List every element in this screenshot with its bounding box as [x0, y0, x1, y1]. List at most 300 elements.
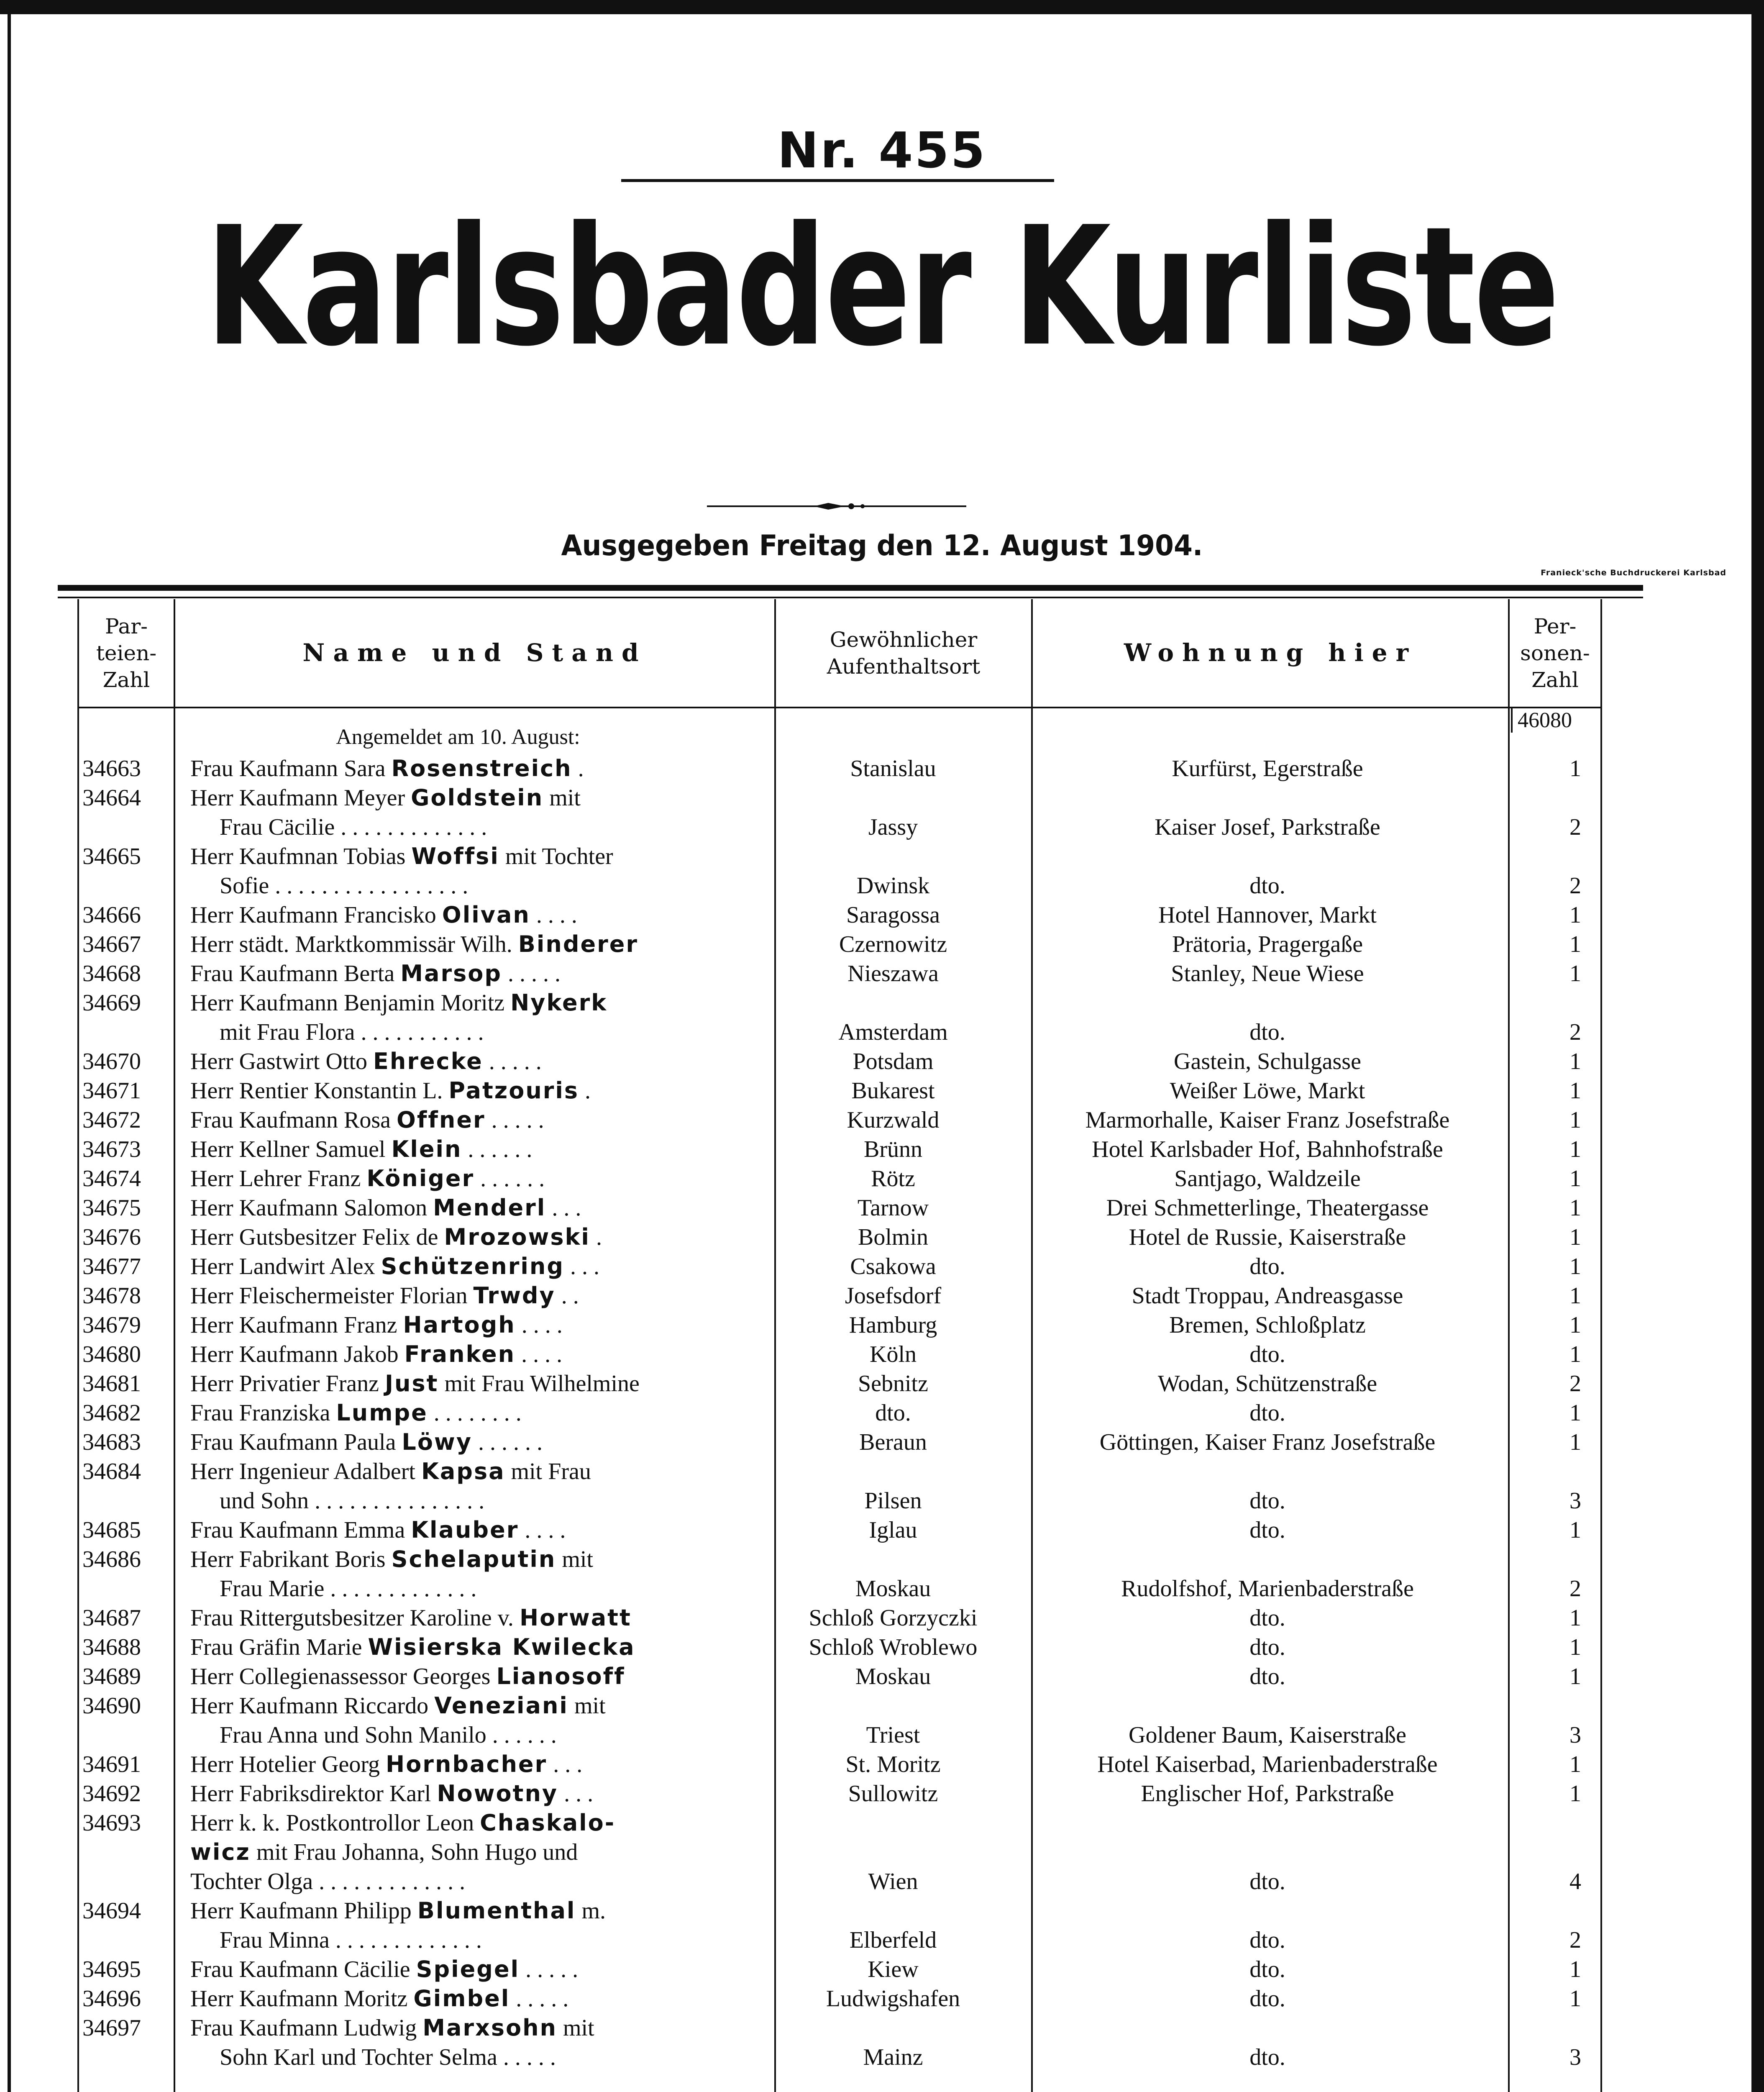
person-count: 3 [1569, 2044, 1581, 2070]
name-prefix: Frau Anna und Sohn Manilo . . . . . . [220, 1722, 557, 1748]
residence: Englischer Hof, Parkstraße [1141, 1781, 1394, 1807]
residence: Weißer Löwe, Markt [1170, 1078, 1365, 1104]
table-row [77, 1193, 1602, 1223]
surname: Nowotny [437, 1780, 558, 1807]
name-suffix: . . . [564, 1254, 599, 1279]
home-town: Triest [866, 1722, 920, 1748]
issue-date: Ausgegeben Freitag den 12. August 1904. [561, 529, 1203, 562]
person-count: 1 [1569, 1664, 1581, 1689]
guest-name-cell [190, 1457, 755, 1486]
name-suffix: . [572, 756, 584, 782]
party-number: 34692 [82, 1781, 141, 1807]
home-town: Kiew [868, 1956, 919, 1982]
name-prefix: Frau Cäcilie . . . . . . . . . . . . . [220, 814, 487, 840]
home-town: dto. [875, 1400, 911, 1426]
guest-name-cell [190, 1486, 784, 1515]
home-town: Köln [870, 1341, 917, 1367]
residence: dto. [1249, 873, 1285, 899]
person-count: 1 [1569, 1956, 1581, 1982]
surname: Hartogh [403, 1312, 516, 1338]
guest-name-cell [190, 1633, 755, 1662]
table-row [77, 842, 1602, 871]
surname: Rosenstreich [391, 755, 572, 782]
surname: Kapsa [421, 1458, 505, 1484]
party-number: 34677 [82, 1254, 141, 1279]
guest-name-cell [190, 1105, 755, 1135]
name-prefix: Herr Gastwirt Otto [190, 1049, 374, 1074]
masthead-title: Karlsbader Kurliste [205, 192, 1559, 382]
guest-name-cell [190, 1515, 755, 1545]
guest-name-cell [190, 1047, 755, 1076]
person-count: 3 [1569, 1722, 1581, 1748]
name-suffix: mit [568, 1693, 606, 1719]
home-town: Kurzwald [847, 1107, 940, 1133]
residence: dto. [1249, 1341, 1285, 1367]
table-row [77, 1223, 1602, 1252]
surname: Offner [397, 1107, 486, 1133]
name-prefix: Sohn Karl und Tochter Selma . . . . . [220, 2044, 556, 2070]
name-prefix: und Sohn . . . . . . . . . . . . . . . [220, 1488, 485, 1514]
table-row [77, 1428, 1602, 1457]
surname: Menderl [433, 1195, 546, 1221]
name-prefix: Frau Kaufmann Cäcilie [190, 1956, 416, 1982]
surname: Gimbel [413, 1985, 510, 2012]
name-prefix: Herr k. k. Postkontrollor Leon [190, 1810, 480, 1836]
name-suffix: . . . [547, 1751, 583, 1777]
guest-name-cell [190, 783, 755, 813]
person-count: 1 [1569, 1751, 1581, 1777]
surname: Marsop [400, 960, 502, 987]
party-number: 34693 [82, 1810, 141, 1836]
carried-total: 46080 [1511, 708, 1605, 733]
header-persons: Per- sonen- Zahl [1520, 614, 1590, 692]
residence: Gastein, Schulgasse [1174, 1049, 1361, 1074]
header-home: Gewöhnlicher Aufenthaltsort [827, 627, 981, 679]
guest-name-cell [190, 988, 755, 1018]
surname: Goldstein [411, 784, 544, 811]
name-prefix: Frau Kaufmann Berta [190, 961, 401, 987]
residence: Santjago, Waldzeile [1174, 1166, 1361, 1192]
name-prefix: Herr Rentier Konstantin L. [190, 1078, 449, 1104]
person-count: 1 [1569, 1341, 1581, 1367]
party-number: 34683 [82, 1429, 141, 1455]
name-prefix: Herr Kaufmann Riccardo [190, 1693, 435, 1719]
party-number: 34664 [82, 785, 141, 811]
person-count: 1 [1569, 1195, 1581, 1221]
guest-name-cell [190, 1281, 755, 1310]
date-heading: Angemeldet am 10. August: [336, 725, 580, 749]
person-count: 1 [1569, 1283, 1581, 1309]
name-suffix: . . . . [519, 1517, 566, 1543]
residence: dto. [1249, 1488, 1285, 1514]
guest-name-cell [190, 1193, 755, 1223]
party-number: 34670 [82, 1049, 141, 1074]
name-suffix: . . . . [515, 1341, 563, 1367]
name-prefix: Herr Kaufmann Salomon [190, 1195, 433, 1221]
party-number: 34695 [82, 1956, 141, 1982]
surname: Marxsohn [422, 2015, 557, 2041]
person-count: 1 [1569, 1986, 1581, 2012]
home-town: Moskau [855, 1664, 931, 1689]
residence: Bremen, Schloßplatz [1169, 1312, 1366, 1338]
table-row [77, 2013, 1602, 2043]
residence: Prätoria, Pragergaße [1172, 931, 1363, 957]
party-number: 34697 [82, 2015, 141, 2041]
home-town: Mainz [863, 2044, 923, 2070]
table-row [77, 1164, 1602, 1193]
person-count: 1 [1569, 1400, 1581, 1426]
person-count: 4 [1569, 1869, 1581, 1895]
table-row [77, 1691, 1602, 1720]
party-number: 34676 [82, 1224, 141, 1250]
home-town: Schloß Wroblewo [809, 1634, 978, 1660]
guest-name-cell [190, 1018, 784, 1047]
name-prefix: Herr städt. Marktkommissär Wilh. [190, 931, 518, 957]
home-town: Ludwigshafen [826, 1986, 960, 2012]
surname: Wisierska Kwilecka [368, 1634, 635, 1660]
table-row [77, 1750, 1602, 1779]
rule-thin [58, 597, 1643, 598]
table-row [77, 2043, 1602, 2072]
guest-name-cell [190, 1984, 755, 2013]
table-row [77, 1603, 1602, 1633]
home-town: Stanislau [850, 756, 936, 782]
home-town: Moskau [855, 1576, 931, 1602]
ornament-divider [707, 500, 966, 513]
name-prefix: Herr Kaufmann Benjamin Moritz [190, 990, 511, 1016]
home-town: Brünn [864, 1136, 922, 1162]
name-suffix: mit Frau [505, 1459, 591, 1484]
name-suffix: mit Frau Wilhelmine [438, 1371, 640, 1397]
name-prefix: Frau Kaufmann Sara [190, 756, 392, 782]
name-suffix: . [579, 1078, 591, 1104]
table-row [77, 1135, 1602, 1164]
name-prefix: Frau Kaufmann Ludwig [190, 2015, 423, 2041]
name-prefix: Herr Kaufmann Philipp [190, 1898, 417, 1924]
name-suffix: . . . [558, 1781, 594, 1807]
scan-border-top [0, 0, 1764, 14]
guest-name-cell [190, 1310, 755, 1340]
surname: Just [384, 1370, 439, 1397]
home-town: Jassy [868, 814, 918, 840]
guest-name-cell [190, 1896, 755, 1925]
table-row [77, 1955, 1602, 1984]
surname: Binderer [518, 931, 638, 957]
residence: dto. [1249, 1517, 1285, 1543]
surname: Woffsi [411, 843, 499, 869]
person-count: 3 [1569, 1488, 1581, 1514]
table-row [77, 1340, 1602, 1369]
header-party-number: Par- teien- Zahl [96, 614, 157, 692]
person-count: 1 [1569, 902, 1581, 928]
party-number: 34686 [82, 1546, 141, 1572]
table-row [77, 1515, 1602, 1545]
name-prefix: Frau Kaufmann Emma [190, 1517, 411, 1543]
guest-list-table [77, 599, 1602, 2092]
name-prefix: Herr Kaufmann Jakob [190, 1341, 405, 1367]
party-number: 34691 [82, 1751, 141, 1777]
person-count: 1 [1569, 1634, 1581, 1660]
party-number: 34668 [82, 961, 141, 987]
table-row [77, 813, 1602, 842]
surname: Blumenthal [417, 1897, 576, 1924]
surname: wicz [190, 1839, 251, 1865]
table-row [77, 1047, 1602, 1076]
person-count: 2 [1569, 1371, 1581, 1397]
issue-underline [621, 179, 1054, 182]
person-count: 1 [1569, 961, 1581, 987]
header-residence: Wohnung hier [1124, 638, 1417, 667]
name-prefix: Herr Kellner Samuel [190, 1136, 392, 1162]
surname: Veneziani [434, 1692, 568, 1719]
person-count: 1 [1569, 1136, 1581, 1162]
table-row [77, 988, 1602, 1018]
home-town: Bukarest [851, 1078, 935, 1104]
table-row [77, 1720, 1602, 1750]
name-suffix: . . . . . . [474, 1166, 545, 1192]
home-town: Wien [868, 1869, 918, 1895]
party-number: 34694 [82, 1898, 141, 1924]
header-rule [77, 707, 1602, 708]
residence: Goldener Baum, Kaiserstraße [1129, 1722, 1406, 1748]
table-row [77, 1779, 1602, 1808]
residence: dto. [1249, 1400, 1285, 1426]
table-row [77, 1457, 1602, 1486]
residence: Stadt Troppau, Andreasgasse [1132, 1283, 1403, 1309]
guest-name-cell [190, 930, 755, 959]
name-suffix: . . . . . . [472, 1429, 543, 1455]
party-number: 34667 [82, 931, 141, 957]
home-town: Saragossa [846, 902, 940, 928]
table-row [77, 1281, 1602, 1310]
home-town: Josefsdorf [845, 1283, 942, 1309]
person-count: 1 [1569, 931, 1581, 957]
home-town: Sebnitz [858, 1371, 928, 1397]
table-row [77, 1018, 1602, 1047]
name-suffix: mit [543, 785, 581, 811]
surname: Ehrecke [373, 1048, 483, 1074]
surname: Franken [404, 1341, 516, 1367]
party-number: 34682 [82, 1400, 141, 1426]
party-number: 34663 [82, 756, 141, 782]
name-suffix: . . . . . . . . [428, 1400, 522, 1426]
name-suffix: mit Frau Johanna, Sohn Hugo und [250, 1839, 578, 1865]
guest-name-cell [190, 1662, 755, 1691]
guest-name-cell [190, 1867, 755, 1896]
surname: Horwatt [519, 1605, 632, 1631]
surname: Schützenring [381, 1253, 564, 1279]
table-row [77, 1808, 1602, 1838]
home-town: Potsdam [853, 1049, 934, 1074]
residence: Stanley, Neue Wiese [1171, 961, 1364, 987]
party-number: 34675 [82, 1195, 141, 1221]
party-number: 34690 [82, 1693, 141, 1719]
home-town: Bolmin [858, 1224, 929, 1250]
name-prefix: Herr Landwirt Alex [190, 1254, 381, 1279]
rule-heavy [58, 585, 1643, 591]
surname: Klein [391, 1136, 462, 1162]
party-number: 34673 [82, 1136, 141, 1162]
guest-name-cell [190, 1223, 755, 1252]
surname: Nykerk [510, 990, 608, 1016]
name-suffix: mit Tochter [499, 843, 613, 869]
guest-name-cell [190, 1164, 755, 1193]
table-row [77, 1310, 1602, 1340]
table-row [77, 930, 1602, 959]
person-count: 1 [1569, 1429, 1581, 1455]
surname: Lianosoff [496, 1663, 625, 1689]
residence: Göttingen, Kaiser Franz Josefstraße [1099, 1429, 1436, 1455]
person-count: 1 [1569, 1254, 1581, 1279]
home-town: Elberfeld [849, 1927, 937, 1953]
name-prefix: Herr Privatier Franz [190, 1371, 385, 1397]
home-town: Csakowa [850, 1254, 936, 1279]
name-suffix: . . . . . [502, 961, 561, 987]
surname: Lumpe [336, 1400, 428, 1426]
home-town: Dwinsk [856, 873, 930, 899]
residence: Hotel Kaiserbad, Marienbaderstraße [1097, 1751, 1438, 1777]
residence: Hotel Hannover, Markt [1158, 902, 1377, 928]
surname: Löwy [402, 1429, 473, 1455]
guest-name-cell [190, 1545, 755, 1574]
person-count: 1 [1569, 1224, 1581, 1250]
table-row [77, 1545, 1602, 1574]
party-number: 34687 [82, 1605, 141, 1631]
home-town: Beraun [859, 1429, 927, 1455]
home-town: Pilsen [864, 1488, 922, 1514]
table-row [77, 1633, 1602, 1662]
surname: Hornbacher [386, 1751, 548, 1777]
home-town: Czernowitz [839, 931, 947, 957]
table-row [77, 1076, 1602, 1105]
guest-name-cell [190, 1603, 755, 1633]
party-number: 34684 [82, 1459, 141, 1484]
name-prefix: Herr Hotelier Georg [190, 1751, 386, 1777]
surname: Patzouris [448, 1077, 579, 1104]
residence: dto. [1249, 1664, 1285, 1689]
surname: Trwdy [473, 1282, 556, 1309]
party-number: 34688 [82, 1634, 141, 1660]
table-row [77, 959, 1602, 988]
residence: dto. [1249, 1254, 1285, 1279]
residence: Hotel Karlsbader Hof, Bahnhofstraße [1092, 1136, 1443, 1162]
residence: dto. [1249, 1869, 1285, 1895]
guest-name-cell [190, 1691, 755, 1720]
guest-name-cell [190, 1369, 755, 1398]
guest-name-cell [190, 1720, 784, 1750]
name-suffix: . . . . [530, 902, 577, 928]
table-row [77, 1105, 1602, 1135]
guest-name-cell [190, 1750, 755, 1779]
name-prefix: Herr Fabrikant Boris [190, 1546, 392, 1572]
guest-name-cell [190, 813, 784, 842]
table-row [77, 1984, 1602, 2013]
surname: Schelaputin [391, 1546, 556, 1572]
person-count: 1 [1569, 1049, 1581, 1074]
party-number: 34671 [82, 1078, 141, 1104]
home-town: Iglau [869, 1517, 917, 1543]
name-prefix: Frau Minna . . . . . . . . . . . . . [220, 1927, 482, 1953]
name-suffix: mit [557, 2015, 594, 2041]
name-prefix: Herr Kaufmann Moritz [190, 1986, 414, 2012]
surname: Klauber [411, 1517, 519, 1543]
home-town: Nieszawa [847, 961, 939, 987]
guest-name-cell [190, 1340, 755, 1369]
name-suffix: . . . . . [483, 1049, 542, 1074]
name-prefix: Frau Kaufmann Paula [190, 1429, 402, 1455]
guest-name-cell [190, 1428, 755, 1457]
guest-name-cell [190, 1925, 784, 1955]
home-town: Tarnow [857, 1195, 929, 1221]
table-row [77, 783, 1602, 813]
name-suffix: m. [576, 1898, 606, 1924]
name-prefix: Herr Fabriksdirektor Karl [190, 1781, 437, 1807]
surname: Olivan [442, 902, 530, 928]
guest-name-cell [190, 1574, 784, 1603]
person-count: 1 [1569, 1605, 1581, 1631]
table-row [77, 1838, 1602, 1867]
home-town: Schloß Gorzyczki [809, 1605, 978, 1631]
name-suffix: mit [556, 1546, 594, 1572]
residence: Hotel de Russie, Kaiserstraße [1129, 1224, 1406, 1250]
name-prefix: Herr Collegienassessor Georges [190, 1664, 497, 1689]
surname: Königer [366, 1165, 475, 1192]
residence: dto. [1249, 1986, 1285, 2012]
person-count: 1 [1569, 1312, 1581, 1338]
table-row [77, 754, 1602, 783]
table-row [77, 1574, 1602, 1603]
home-town: Hamburg [849, 1312, 937, 1338]
guest-name-cell [190, 754, 755, 783]
party-number: 34681 [82, 1371, 141, 1397]
party-number: 34674 [82, 1166, 141, 1192]
name-prefix: Frau Marie . . . . . . . . . . . . . [220, 1576, 477, 1602]
guest-name-cell [190, 2043, 784, 2072]
party-number: 34672 [82, 1107, 141, 1133]
person-count: 2 [1569, 814, 1581, 840]
home-town: Sullowitz [848, 1781, 938, 1807]
person-count: 1 [1569, 1781, 1581, 1807]
person-count: 1 [1569, 1166, 1581, 1192]
party-number: 34696 [82, 1986, 141, 2012]
home-town: Rötz [871, 1166, 915, 1192]
party-number: 34685 [82, 1517, 141, 1543]
guest-name-cell [190, 959, 755, 988]
residence: Kurfürst, Egerstraße [1172, 756, 1363, 782]
table-row [77, 1369, 1602, 1398]
surname: Spiegel [416, 1956, 520, 1982]
table-row [77, 1867, 1602, 1896]
guest-name-cell [190, 1779, 755, 1808]
name-prefix: Herr Gutsbesitzer Felix de [190, 1224, 444, 1250]
guest-name-cell [190, 900, 755, 930]
guest-name-cell [190, 842, 755, 871]
table-row [77, 1398, 1602, 1428]
name-prefix: Herr Kaufmnan Tobias [190, 843, 412, 869]
party-number: 34678 [82, 1283, 141, 1309]
name-suffix: . . . . . [485, 1107, 544, 1133]
table-row [77, 1925, 1602, 1955]
name-suffix: . . . . . . [462, 1136, 533, 1162]
home-town: St. Moritz [845, 1751, 941, 1777]
name-suffix: . . . . [515, 1312, 563, 1338]
surname: Mrozowski [444, 1224, 590, 1250]
name-prefix: Herr Kaufmann Francisko [190, 902, 442, 928]
name-suffix: . . . . . [520, 1956, 579, 1982]
name-prefix: Herr Fleischermeister Florian [190, 1283, 474, 1309]
person-count: 2 [1569, 873, 1581, 899]
guest-name-cell [190, 1838, 755, 1867]
